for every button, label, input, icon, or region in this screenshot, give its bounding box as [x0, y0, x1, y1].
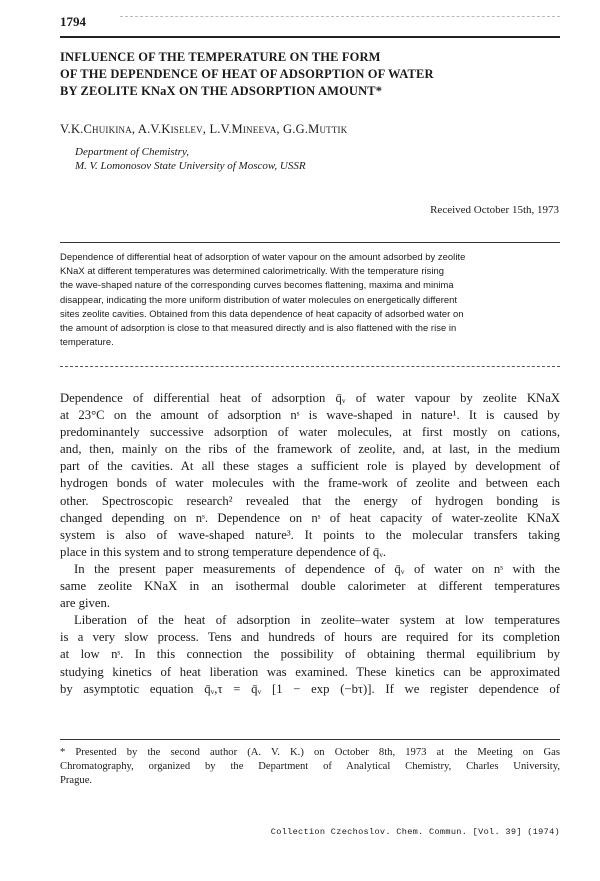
- body-line: place in this system and to strong temperature dependence of q̄ᵥ.: [60, 544, 387, 559]
- body-line: part of the cavities. At all these stages a sufficient role is played by development of: [60, 459, 560, 474]
- abstract-top-rule: [60, 242, 560, 243]
- body-line: same zeolite KNaX in an isothermal double calorimeter at different temperatures: [60, 579, 560, 594]
- body-line: Dependence of differential heat of adsorption q̄ᵥ of water vapour by zeolite KNaX: [60, 391, 560, 405]
- title-line: OF THE DEPENDENCE OF HEAT OF ADSORPTION OF WATER: [60, 67, 434, 81]
- abstract: [60, 250, 560, 349]
- author-list: V.K.Chuikina, A.V.Kiselev, L.V.Mineeva, G.G.Muttik: [60, 122, 348, 136]
- affiliation: [75, 145, 306, 173]
- main-text: [60, 390, 560, 698]
- body-line: at low nˢ. In this connection the possibility of obtaining thermal equilibrium by: [60, 647, 560, 662]
- abstract-bottom-rule: [60, 366, 560, 367]
- abstract-line: sites zeolite cavities. Obtained from this data dependence of heat capacity of adsorbed water on: [60, 307, 464, 319]
- body-line: Liberation of the heat of adsorption in zeolite–water system at low temperatures: [74, 613, 560, 628]
- abstract-line: disappear, indicating the more uniform distribution of water molecules on energetically different: [60, 293, 458, 305]
- affiliation-line: M. V. Lomonosov State University of Moscow, USSR: [75, 160, 306, 172]
- footnote-rule: [60, 739, 560, 740]
- received-date: Received October 15th, 1973: [430, 204, 559, 216]
- body-line: In the present paper measurements of dependence of q̄ᵥ of water on nˢ with the: [74, 561, 560, 576]
- body-line: other. Spectroscopic research² revealed that the energy of hydrogen bonding is: [60, 493, 560, 508]
- abstract-line: Dependence of differential heat of adsorption of water vapour on the amount adsorbed by zeolite: [60, 251, 466, 262]
- abstract-line: KNaX at different temperatures was determined calorimetrically. With the temperature rising: [60, 265, 445, 277]
- abstract-line: temperature.: [60, 336, 114, 348]
- affiliation-line: Department of Chemistry,: [75, 146, 189, 158]
- footnote-line: Prague.: [60, 775, 93, 787]
- body-line: hydrogen bonds of water molecules with the frame-work of zeolite and between each: [60, 476, 560, 491]
- body-line: are given.: [60, 596, 111, 611]
- footnote: [60, 746, 560, 789]
- header-rule: [60, 36, 560, 38]
- abstract-line: the wave-shaped nature of the corresponding curves becomes flattening, maxima and minima: [60, 279, 454, 291]
- body-line: at 23°C on the amount of adsorption nˢ is wave-shaped in nature¹. It is caused by: [60, 408, 560, 423]
- footnote-line: Chromatography, organized by the Department of Analytical Chemistry, Charles University,: [60, 761, 560, 773]
- body-line: predominantely successive adsorption of water molecules, at first mostly on cations,: [60, 425, 560, 440]
- paper-title: [60, 49, 560, 100]
- footnote-line: * Presented by the second author (A. V. K.) on October 8th, 1973 at the Meeting on Gas: [60, 747, 560, 758]
- header-dashed-rule: [120, 16, 560, 17]
- title-line: INFLUENCE OF THE TEMPERATURE ON THE FORM: [60, 50, 381, 64]
- page-number: 1794: [60, 14, 86, 29]
- journal-citation: Collection Czechoslov. Chem. Commun. [Vol. 39] (1974): [270, 827, 560, 837]
- body-line: studying kinetics of heat liberation was examined. These kinetics can be approximated: [60, 664, 560, 679]
- body-line: and, then, mainly on the ribs of the framework of zeolite, and, at last, in the medium: [60, 442, 560, 457]
- title-line: BY ZEOLITE KNaX ON THE ADSORPTION AMOUNT*: [60, 84, 383, 98]
- abstract-line: the amount of adsorption is close to that measured directly and is also flattened with the rise in: [60, 322, 457, 334]
- body-line: is a very slow process. Tens and hundreds of hours are required for its completion: [60, 630, 560, 645]
- body-line: changed depending on nˢ. Dependence on nˢ of heat capacity of water-zeolite KNaX: [60, 510, 560, 525]
- body-line: system is also of wave-shaped nature³. It points to the molecular transfers taking: [60, 527, 560, 542]
- body-line: by asymptotic equation q̄ᵥ,τ = q̄ᵥ [1 − exp (−bτ)]. If we register dependence of: [60, 681, 560, 696]
